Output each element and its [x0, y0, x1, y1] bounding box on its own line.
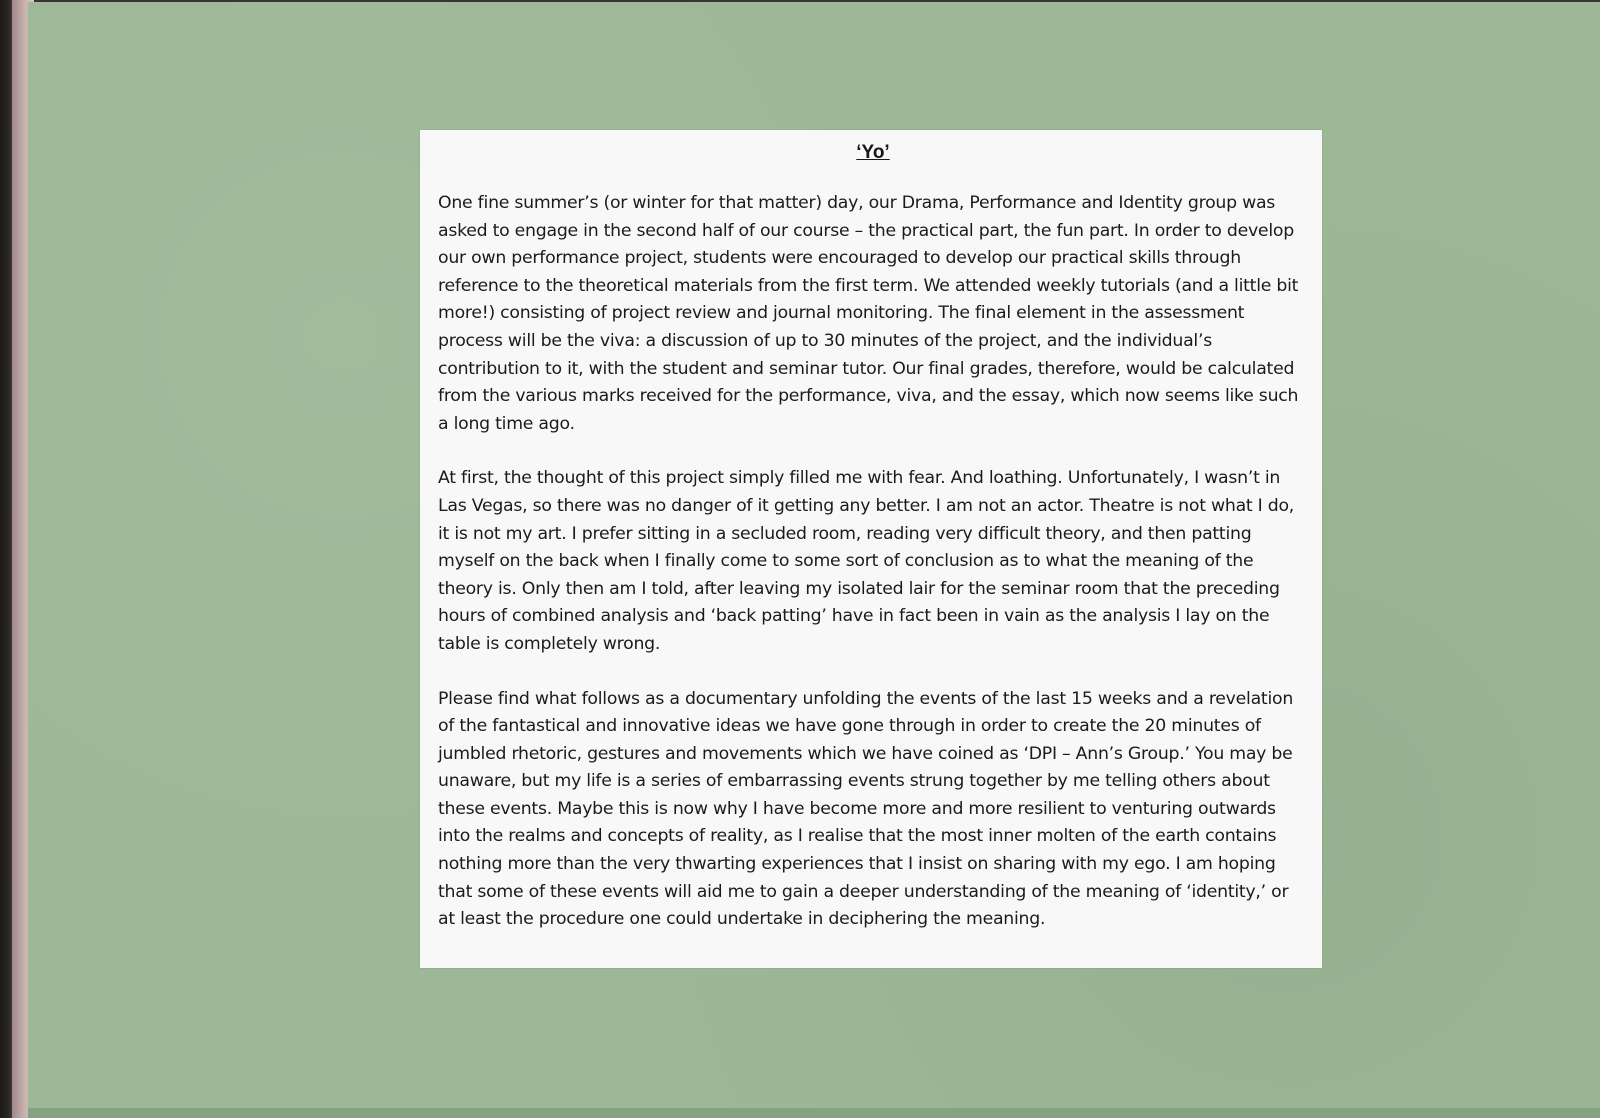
paragraph-3: Please find what follows as a documentary unfolding the events of the last 15 weeks and a revelation of the fantastical and innovative ideas we have gone through in order to create the 20 minutes of jumbled rhetoric, gestures and movements which we have coined as ‘DPI – Ann’s Group.’ You may be unaware, but my life is a series of embarrassing events strung together by me telling others about these events. Maybe this is now why I have become more and more resilient to venturing outwards into the realms and concepts of reality, as I realise that the most inner molten of the earth contains nothing more than the very thwarting experiences that I insist on sharing with my ego. I am hoping that some of these events will aid me to gain a deeper understanding of the meaning of ‘identity,’ or at least the procedure one could undertake in deciphering the meaning. — [438, 688, 1294, 930]
paragraph-2: At first, the thought of this project simply filled me with fear. And loathing. Unfortunately, I wasn’t in Las Vegas, so there was no danger of it getting any better. I am not an actor. Theatre is not what I do, it is not my art. I prefer sitting in a secluded room, reading very difficult theory, and then patting myself on the back when I finally come to some sort of conclusion as to what the meaning of the theory is. Only then am I told, after leaving my isolated lair for the seminar room that the preceding hours of combined analysis and ‘back patting’ have in fact been in vain as the analysis I lay on the table is completely wrong. — [438, 468, 1295, 654]
paragraph-1: One fine summer’s (or winter for that matter) day, our Drama, Performance and Identity group was asked to engage in the second half of our course – the practical part, the fun part. In order to develop our own performance project, students were encouraged to develop our practical skills through reference to the theoretical materials from the first term. We attended weekly tutorials (and a little bit more!) consisting of project review and journal monitoring. The final element in the assessment process will be the viva: a discussion of up to 30 minutes of the project, and the individual’s contribution to it, with the student and seminar tutor. Our final grades, therefore, would be calculated from the various marks received for the performance, viva, and the essay, which now seems like such a long time ago. — [438, 193, 1299, 434]
card-bottom-edge — [28, 1108, 1600, 1118]
printed-sheet — [420, 130, 1322, 968]
document-title: ‘Yo’ — [856, 142, 890, 163]
